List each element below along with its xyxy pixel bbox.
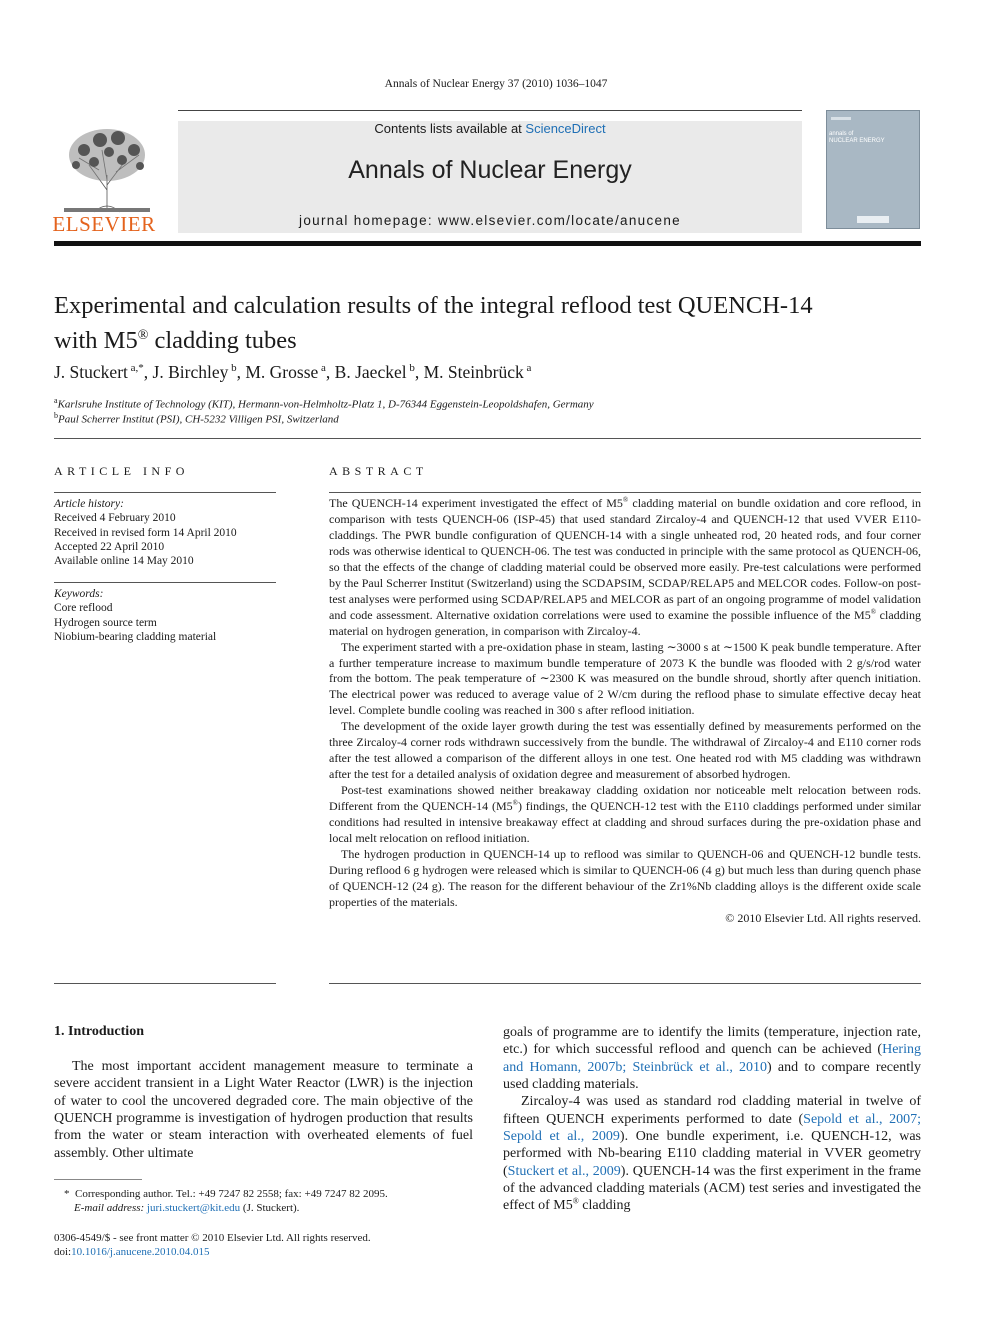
publisher-wordmark: ELSEVIER — [52, 212, 156, 236]
abstract-text: cladding material on hydrogen generation, in comparison with Zircaloy-4. — [329, 607, 921, 638]
email-label: E-mail address: — [74, 1202, 147, 1214]
keyword: Niobium-bearing cladding material — [54, 630, 217, 643]
keyword: Core reflood — [54, 602, 113, 615]
author[interactable]: B. Jaeckel — [334, 362, 407, 382]
title-part-end: cladding tubes — [148, 327, 297, 355]
header-top-rule — [178, 110, 802, 111]
affiliation-mark: b — [54, 411, 58, 420]
contents-line — [178, 121, 802, 136]
intro-text: ). QUENCH-14 was the first experiment in the frame of the advanced cladding materials (ACM) test series and investigated the effect of M5 — [503, 1163, 921, 1214]
abstract-paragraph-2: The experiment started with a pre-oxidation phase in steam, lasting ∼3000 s at ∼1500 K peak bundle temperature. After a further temperature increase to maximum bundle temperature of 2073 K the bundle was flooded with 2 g/s/rod water from the bottom. The peak temperature of ∼2300 K was measured on the bundle shroud, shortly after quench initiation. The electrical power was reduced to average value of 2 W/cm during the reflood phase to simulate effective decay heat level. Complete bundle cooling was reached in 300 s after reflood initiation. — [329, 639, 921, 718]
author[interactable]: J. Stuckert — [54, 362, 128, 382]
author-list: J. Stuckert $^{a,*}$, J. Birchley $^b$, M. Grosse $^a$, B. Jaeckel $^b$, M. Steinbrück $^a$ — [54, 362, 532, 382]
journal-title: Annals of Nuclear Energy — [348, 156, 632, 184]
abstract-heading: ABSTRACT — [329, 464, 428, 478]
author[interactable]: M. Steinbrück — [423, 362, 524, 382]
cover-title — [829, 131, 917, 145]
author-mark: a — [526, 362, 532, 375]
cover-strip — [831, 117, 851, 120]
author[interactable]: M. Grosse — [245, 362, 319, 382]
abstract-body — [329, 496, 921, 927]
article-info-heading: ARTICLE INFO — [54, 464, 189, 478]
history-online: Available online 14 May 2010 — [54, 555, 194, 568]
footnote-mark: * — [64, 1188, 70, 1200]
intro-text: cladding — [578, 1198, 631, 1214]
affiliation-text: Karlsruhe Institute of Technology (KIT), Hermann-von-Helmholtz-Platz 1, D-76344 Eggenstein-Leopoldshafen, Germany — [57, 398, 594, 411]
author-mark: b — [231, 362, 237, 375]
cover-publisher-mark — [857, 216, 889, 223]
article-history — [54, 497, 276, 568]
issn-line: 0306-4549/$ - see front matter © 2010 Elsevier Ltd. All rights reserved. — [54, 1232, 371, 1244]
abstract-text: ) findings, the QUENCH-12 test with the E110 claddings performed under similar conditions had resulted in intensive breakaway effect at cladding and shroud surfaces during the pre-oxidation phase and local melt relocation on reflood initiation. — [329, 799, 921, 846]
abstract-rule — [329, 492, 921, 493]
footnote-text: (J. Stuckert). — [240, 1202, 300, 1214]
intro-text: ). One bundle experiment, i.e. QUENCH-12, was performed with Nb-bearing E110 cladding material in VVER geometry ( — [503, 1129, 921, 1179]
intro-text: Zircaloy-4 was used as standard rod cladding material in twelve of fifteen QUENCH experiments performed to date ( — [503, 1094, 921, 1127]
title-line-2 — [54, 321, 924, 356]
header-thick-rule — [54, 241, 921, 246]
author-mark: b — [409, 362, 415, 375]
footnote-text: Corresponding author. Tel.: +49 7247 82 2558; fax: +49 7247 82 2095. — [75, 1188, 388, 1200]
intro-text: ) and to compare recently used cladding materials. — [503, 1059, 921, 1093]
intro-paragraph-1: The most important accident management measure to terminate a severe accident transient in a Light Water Reactor (LWR) is the injection of water to cool the uncovered degraded core. The main objective of the QUENCH programme is investigation of hydrogen production that results from the water or steam interaction with overheated elements of fuel assembly. Other ultimate — [54, 1059, 473, 1161]
doi-label: doi: — [54, 1246, 72, 1258]
section-heading-introduction: 1. Introduction — [54, 1024, 144, 1039]
abstract-paragraph-1 — [329, 496, 921, 640]
registered-mark: ® — [572, 1196, 579, 1206]
author[interactable]: J. Birchley — [152, 362, 229, 382]
journal-cover-thumbnail — [826, 110, 920, 229]
history-received: Received 4 February 2010 — [54, 512, 176, 525]
keywords — [54, 587, 276, 644]
abstract-copyright: © 2010 Elsevier Ltd. All rights reserved. — [725, 910, 921, 925]
history-label: Article history: — [54, 498, 124, 510]
footnote-rule — [54, 1179, 142, 1180]
email-link[interactable]: juri.stuckert@kit.edu — [146, 1202, 241, 1214]
registered-mark: ® — [870, 607, 877, 616]
affiliation-mark: a — [54, 396, 58, 405]
article-title — [54, 291, 924, 356]
abstract-text: The QUENCH-14 experiment investigated the effect of M5 — [329, 496, 623, 510]
abstract-text: cladding material on bundle oxidation and core reflood, in comparison with tests QUENCH-06 (ISP-45) that used standard Zircaloy-4 and QUENCH-12 that used VVER E110-claddings. The PWR bundle configuration of QUENCH-14 with a single unheated rod, 20 heated rods, and four corner rods was otherwise identical to QUENCH-06. The test was conducted in principle with the same protocol as QUENCH-06, so that the effects of the change of cladding material could be observed more easily. Pre-test calculations were performed by the Paul Scherrer Institut (Switzerland) using the SCDAPSIM, SCDAP/RELAP5 and MELCOR codes. Follow-on post-test analyses were performed using SCDAP/RELAP5 and MELCOR as part of an ongoing programme of model validation and code assessment. Alternative oxidation correlations were used to examine the possible influence of the M5 — [329, 496, 921, 622]
intro-paragraph-3 — [503, 1093, 921, 1214]
abstract-paragraph-4 — [329, 783, 921, 847]
registered-mark: ® — [622, 496, 629, 504]
contents-prefix: Contents lists available at — [374, 121, 526, 136]
journal-citation: Annals of Nuclear Energy 37 (2010) 1036–1047 — [384, 78, 608, 90]
history-accepted: Accepted 22 April 2010 — [54, 540, 165, 553]
title-line-1: Experimental and calculation results of the integral reflood test QUENCH-14 — [54, 292, 813, 319]
sciencedirect-link[interactable]: ScienceDirect — [525, 121, 606, 136]
registered-mark: ® — [512, 799, 518, 808]
corresponding-author-footnote — [64, 1187, 484, 1215]
cover-title-line-1: annals of — [829, 131, 854, 137]
title-part: with M5 — [54, 327, 138, 355]
doi-link[interactable]: 10.1016/j.anucene.2010.04.015 — [71, 1246, 210, 1258]
info-rule-2 — [54, 582, 276, 583]
keywords-label: Keywords: — [54, 588, 104, 600]
info-bottom-rule — [54, 983, 276, 984]
abstract-paragraph-5: The hydrogen production in QUENCH-14 up to reflood was similar to QUENCH-06 and QUENCH-12 bundle tests. During reflood 6 g hydrogen were released which is similar to QUENCH-06 (4 g) but much less than during quench phase of QUENCH-12 (24 g). The reason for the different behaviour of the Zr1%Nb cladding alloys is the different oxide scale properties of the materials. — [329, 846, 921, 909]
intro-text: goals of programme are to identify the limits (temperature, injection rate, etc.) for which successful reflood and quench can be achieved ( — [503, 1025, 921, 1058]
abstract-bottom-rule — [329, 983, 921, 984]
keyword: Hydrogen source term — [54, 616, 157, 629]
reference-link[interactable]: Hering and Homann, 2007b; Steinbrück et al., 2010 — [503, 1042, 921, 1075]
info-rule-1 — [54, 492, 276, 493]
reference-link[interactable]: Sepold et al., 2007; Sepold et al., 2009 — [503, 1111, 921, 1145]
footnote-line-2 — [64, 1201, 484, 1215]
intro-right-column — [503, 1024, 921, 1215]
abstract-paragraph-3: The development of the oxide layer growth during the test was essentially defined by measurements performed on the three Zircaloy-4 corner rods withdrawn successively from the bundle. The withdrawal of Zircaloy-4 and E110 corner rods after the test allowed a comparison of the different alloys in one test. One heated rod with M5 cladding was withdrawn after the test for a detailed analysis of oxidation degree and measurement of absorbed hydrogen. — [329, 719, 921, 782]
title-registered-mark: ® — [137, 328, 149, 343]
affiliation-rule — [54, 438, 921, 439]
abstract-text: Post-test examinations showed neither breakaway cladding oxidation nor noticeable melt relocation between rods. Different from the QUENCH-14 (M5 — [329, 783, 921, 814]
author-mark: a,* — [130, 362, 144, 375]
doi-line — [54, 1245, 554, 1259]
affiliation-text: Paul Scherrer Institut (PSI), CH-5232 Villigen PSI, Switzerland — [58, 413, 339, 426]
affiliation-a — [54, 396, 594, 411]
intro-left-column — [54, 1058, 473, 1162]
front-matter — [54, 1231, 554, 1259]
author-mark: a — [321, 362, 326, 375]
history-revised: Received in revised form 14 April 2010 — [54, 526, 237, 539]
reference-link[interactable]: Stuckert et al., 2009 — [507, 1163, 621, 1179]
cover-title-line-2: NUCLEAR ENERGY — [829, 138, 885, 144]
affiliation-b — [54, 411, 339, 426]
intro-paragraph-2 — [503, 1024, 921, 1093]
footnote-line-1 — [64, 1187, 484, 1201]
journal-homepage[interactable]: journal homepage: www.elsevier.com/locate/anucene — [299, 213, 681, 228]
